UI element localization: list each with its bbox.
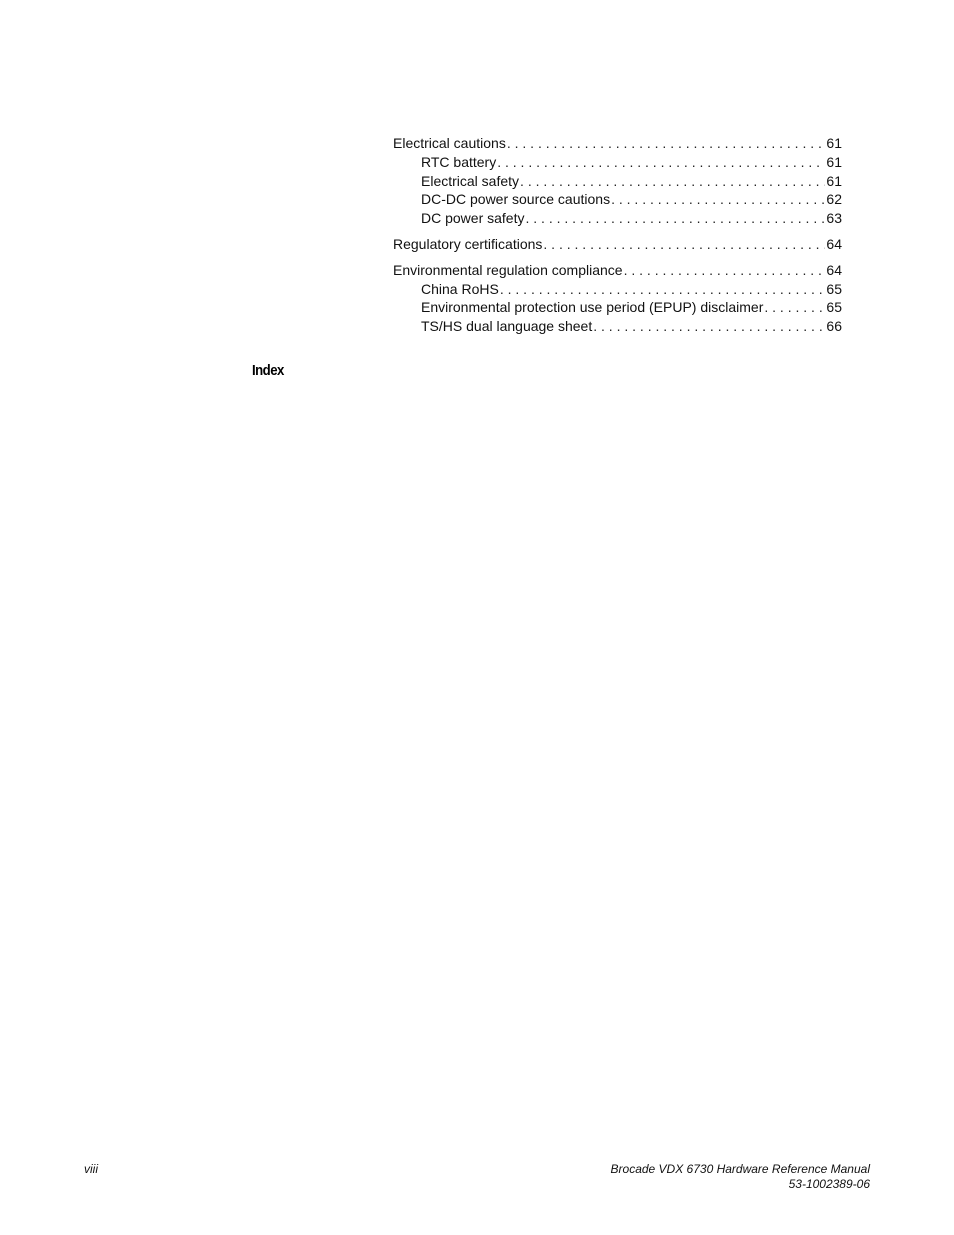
toc-entry-dc-power-safety[interactable]	[393, 209, 842, 228]
toc-leader-dots	[497, 153, 825, 172]
toc-leader-dots	[500, 280, 826, 299]
toc-entry-title: Regulatory certifications	[393, 235, 543, 252]
toc-entry-title: Electrical cautions	[393, 135, 506, 151]
toc-leader-dots	[507, 134, 826, 153]
toc-entry-regulatory-certifications[interactable]	[393, 235, 842, 254]
toc-entry-page: 65	[826, 280, 842, 297]
toc-entry-page: 62	[826, 191, 842, 208]
toc-entry-environmental-regulation-compliance[interactable]	[393, 261, 842, 280]
toc-entry-ts-hs-dual-language-sheet[interactable]	[393, 317, 842, 336]
toc-leader-dots	[520, 172, 825, 191]
toc-entry-electrical-cautions[interactable]	[393, 134, 842, 153]
table-of-contents	[393, 134, 842, 343]
toc-entry-page: 64	[826, 235, 842, 252]
toc-entry-epup-disclaimer[interactable]	[393, 298, 842, 317]
toc-leader-dots	[543, 235, 825, 254]
toc-leader-dots	[593, 317, 825, 336]
toc-entry-dc-dc-power-source-cautions[interactable]	[393, 190, 842, 209]
footer-manual-title: Brocade VDX 6730 Hardware Reference Manual	[610, 1162, 870, 1176]
footer-page-number: viii	[84, 1162, 98, 1176]
toc-leader-dots	[611, 190, 825, 209]
toc-entry-page: 63	[826, 210, 842, 227]
footer-document-info	[611, 1162, 870, 1192]
toc-group-electrical-cautions	[393, 134, 842, 228]
toc-entry-title: Environmental protection use period (EPUP) disclaimer	[421, 299, 764, 316]
toc-entry-electrical-safety[interactable]	[393, 172, 842, 191]
toc-entry-page: 65	[826, 299, 842, 316]
toc-group-environmental-regulation	[393, 261, 842, 336]
toc-leader-dots	[525, 209, 825, 228]
toc-entry-title: China RoHS	[421, 280, 499, 297]
toc-entry-page: 61	[826, 172, 842, 189]
toc-entry-title: RTC battery	[421, 153, 497, 170]
toc-entry-title: Electrical safety	[421, 172, 520, 189]
footer-doc-number: 53-1002389-06	[788, 1177, 870, 1191]
toc-entry-page: 61	[826, 153, 842, 170]
toc-entry-title: DC-DC power source cautions	[421, 191, 611, 208]
toc-entry-china-rohs[interactable]	[393, 280, 842, 299]
toc-entry-page: 61	[826, 135, 842, 151]
toc-entry-title: TS/HS dual language sheet	[421, 318, 593, 335]
toc-leader-dots	[764, 298, 825, 317]
toc-leader-dots	[624, 261, 826, 280]
toc-group-regulatory-certifications	[393, 235, 842, 254]
toc-entry-page: 64	[826, 261, 842, 278]
index-heading[interactable]: Index	[252, 362, 284, 379]
toc-entry-rtc-battery[interactable]	[393, 153, 842, 172]
toc-entry-title: Environmental regulation compliance	[393, 261, 623, 278]
toc-entry-title: DC power safety	[421, 210, 525, 227]
toc-entry-page: 66	[826, 318, 842, 335]
